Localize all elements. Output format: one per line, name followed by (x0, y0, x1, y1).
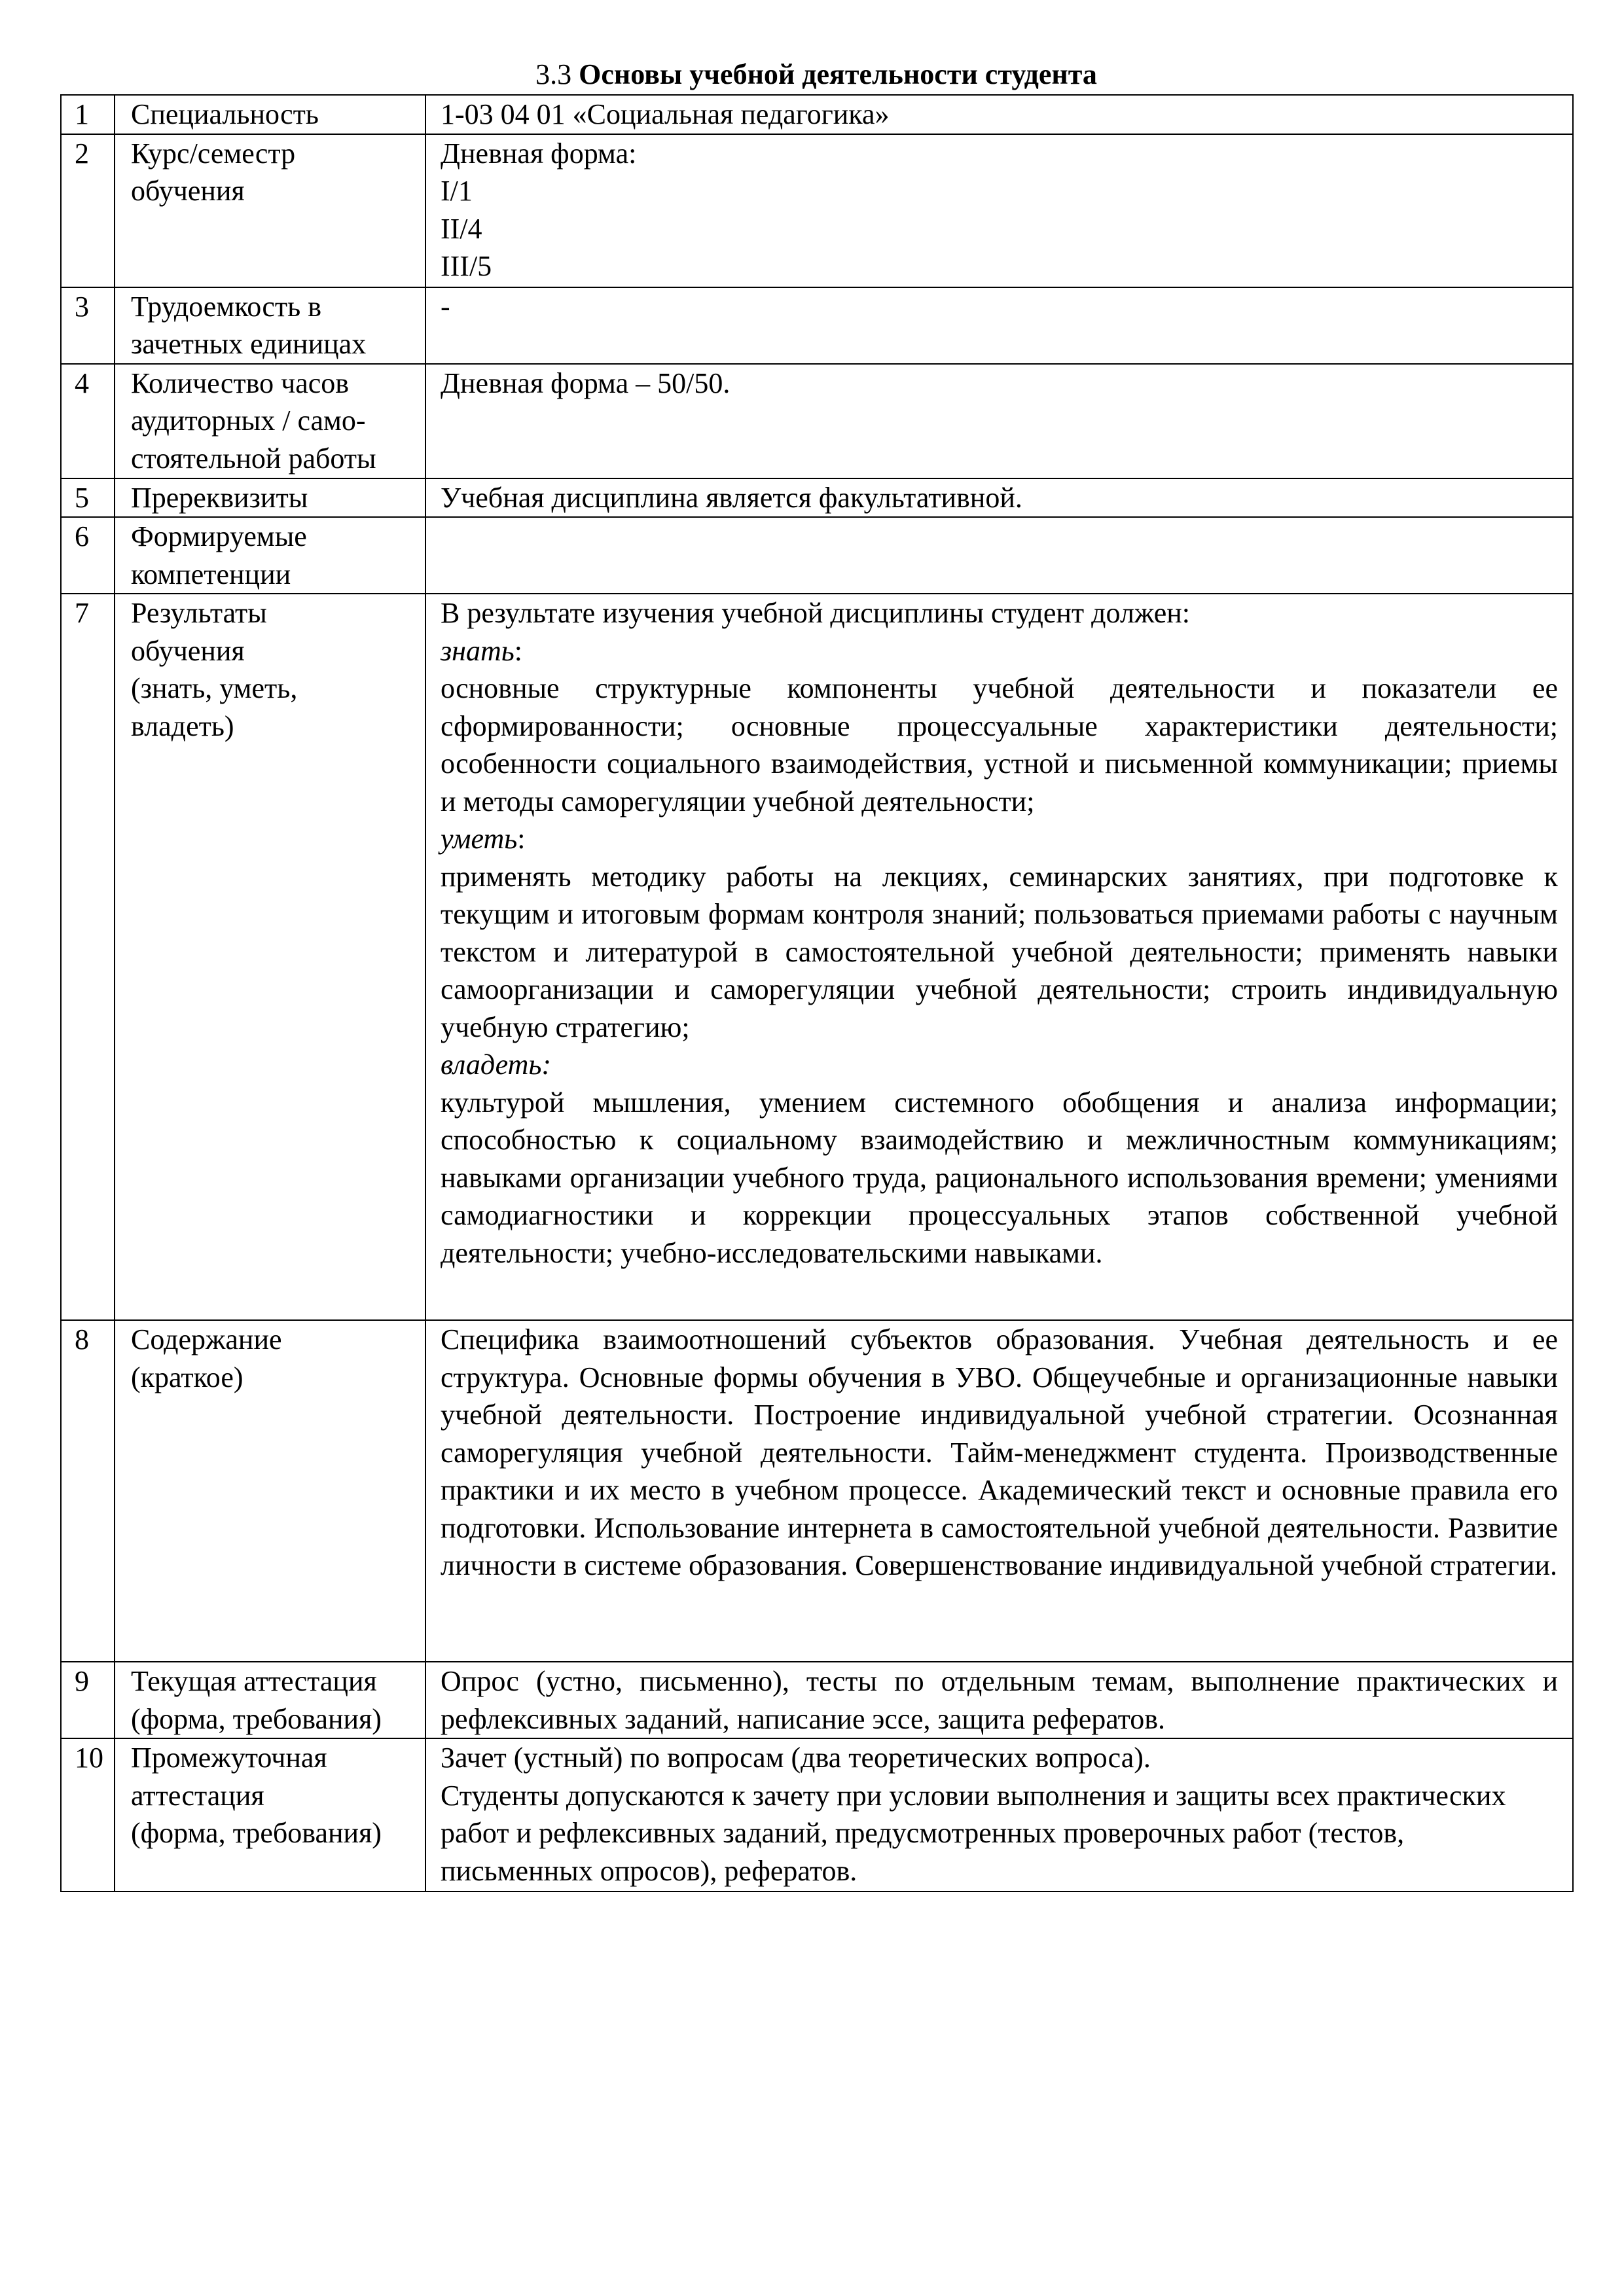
section-title: Основы учебной деятельности студента (579, 58, 1097, 90)
section-number: 3.3 (535, 58, 572, 90)
row-number: 8 (61, 1320, 115, 1662)
row-label: Количество часов аудиторных / само- стоятельной работы (115, 364, 425, 478)
table-row (61, 364, 1573, 478)
row-label: Пререквизиты (115, 478, 425, 518)
row-label: Содержание (краткое) (115, 1320, 425, 1662)
row-number: 9 (61, 1662, 115, 1738)
row-value (425, 517, 1573, 594)
row-label: Промежуточная аттестация (форма, требования) (115, 1738, 425, 1892)
table-row (61, 95, 1573, 134)
row-number: 4 (61, 364, 115, 478)
row-label: Результаты обучения (знать, уметь, владеть) (115, 594, 425, 1320)
row-number: 2 (61, 134, 115, 287)
row-label: Трудоемкость в зачетных единицах (115, 287, 425, 364)
table-row (61, 1738, 1573, 1892)
own-text: культурой мышления, умением системного обобщения и анализа информации; способностью к социальному взаимодействию и межличностным коммуникациям; навыками организации учебного труда, рационального использования времени; умениями самодиагностики и коррекции процессуальных этапов собственной учебной деятельности; учебно-исследовательскими навыками. (441, 1086, 1558, 1269)
table-row (61, 1662, 1573, 1738)
course-info-table (60, 94, 1574, 1892)
table-row (61, 287, 1573, 364)
intermediate-assessment: Зачет (устный) по вопросам (два теоретических вопроса). Студенты допускаются к зачету при условии выполнения и защиты всех практических работ и рефлексивных заданий, предусмотренных проверочных работ (тестов, письменных опросов), рефератов. (425, 1738, 1573, 1892)
row-number: 5 (61, 478, 115, 518)
row-value: - (425, 287, 1573, 364)
row-number: 3 (61, 287, 115, 364)
row-number: 7 (61, 594, 115, 1320)
row-number: 10 (61, 1738, 115, 1892)
row-label: Формируемые компетенции (115, 517, 425, 594)
can-text: применять методику работы на лекциях, семинарских занятиях, при подготовке к текущим и итоговым формам контроля знаний; пользоваться приемами работы с научным текстом и литературой в самостоятельной учебной деятельности; применять навыки самоорганизации и саморегуляции учебной деятельности; строить индивидуальную учебную стратегию; (441, 860, 1558, 1043)
row-value: 1-03 04 01 «Социальная педагогика» (425, 95, 1573, 134)
row-number: 6 (61, 517, 115, 594)
own-heading: владеть: (441, 1049, 552, 1081)
row-label: Курс/семестр обучения (115, 134, 425, 287)
table-row (61, 134, 1573, 287)
content-summary: Специфика взаимоотношений субъектов образования. Учебная деятельность и ее структура. Основные формы обучения в УВО. Общеучебные и организационные навыки учебной деятельности. Построение индивидуальной учебной стратегии. Осознанная саморегуляция учебной деятельности. Тайм-менеджмент студента. Производственные практики и их место в учебном процессе. Академический текст и основные правила его подготовки. Использование интернета в самостоятельной учебной деятельности. Развитие личности в системе образования. Совершенствование индивидуальной учебной стратегии. (425, 1320, 1573, 1662)
outcomes-intro: В результате изучения учебной дисциплины студент должен: (441, 597, 1191, 629)
row-value: Дневная форма – 50/50. (425, 364, 1573, 478)
row-label: Текущая аттестация (форма, требования) (115, 1662, 425, 1738)
row-number: 1 (61, 95, 115, 134)
table-row (61, 594, 1573, 1320)
table-row (61, 478, 1573, 518)
row-value: Дневная форма: I/1 II/4 III/5 (425, 134, 1573, 287)
learning-outcomes: В результате изучения учебной дисциплины студент должен: знать: основные структурные компоненты учебной деятельности и показатели ее сформированности; основные процессуальные характеристики деятельности; особенности социального взаимодействия, устной и письменной коммуникации; приемы и методы саморегуляции учебной деятельности; уметь: применять методику работы на лекциях, семинарских занятиях, при подготовке к текущим и итоговым формам контроля знаний; пользоваться приемами работы с научным текстом и литературой в самостоятельной учебной деятельности; применять навыки самоорганизации и саморегуляции учебной деятельности; строить индивидуальную учебную стратегию; владеть: культурой мышления, умением системного обобщения и анализа информации; способностью к социальному взаимодействию и межличностным коммуникациям; навыками организации учебного труда, рационального использования времени; умениями самодиагностики и коррекции процессуальных этапов собственной учебной деятельности; учебно-исследовательскими навыками. (425, 594, 1573, 1320)
page-title (60, 56, 1572, 93)
can-heading: уметь (441, 823, 518, 855)
table-row (61, 517, 1573, 594)
table-row (61, 1320, 1573, 1662)
know-text: основные структурные компоненты учебной деятельности и показатели ее сформированности; основные процессуальные характеристики деятельности; особенности социального взаимодействия, устной и письменной коммуникации; приемы и методы саморегуляции учебной деятельности; (441, 672, 1558, 817)
know-heading: знать (441, 634, 514, 667)
row-label: Специальность (115, 95, 425, 134)
current-assessment: Опрос (устно, письменно), тесты по отдельным темам, выполнение практических и рефлексивных заданий, написание эссе, защита рефератов. (425, 1662, 1573, 1738)
row-value: Учебная дисциплина является факультативной. (425, 478, 1573, 518)
